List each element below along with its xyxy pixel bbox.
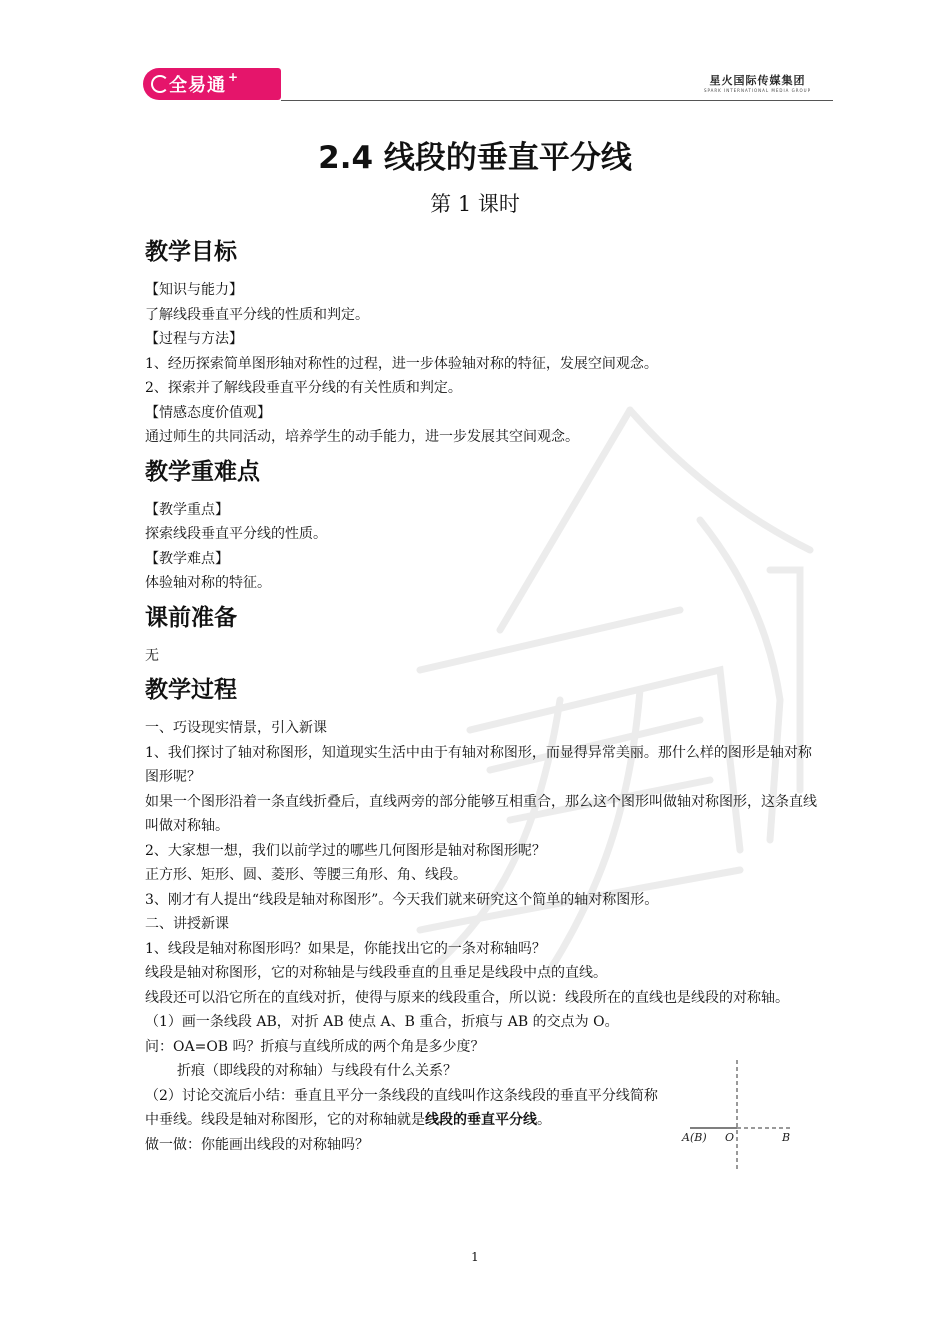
logo-swirl-icon [151, 75, 169, 93]
document-title: 2.4 线段的垂直平分线 [318, 140, 632, 176]
paragraph: 【过程与方法】 [145, 331, 243, 347]
paragraph: 体验轴对称的特征。 [145, 575, 271, 591]
paragraph: 【知识与能力】 [145, 282, 243, 298]
paragraph: 1、我们探讨了轴对称图形，知道现实生活中由于有轴对称图形，而显得异常美丽。那什么样的图形是轴对称图形呢？ [145, 744, 812, 785]
paragraph: 【情感态度价值观】 [145, 404, 271, 421]
paragraph: 通过师生的共同活动，培养学生的动手能力，进一步发展其空间观念。 [145, 429, 579, 445]
bisector-diagram [680, 1058, 810, 1173]
paragraph: 问：OA=OB 吗？折痕与直线所成的两个角是多少度？ [145, 1038, 485, 1055]
paragraph: 了解线段垂直平分线的性质和判定。 [145, 306, 369, 323]
paragraph: 如果一个图形沿着一条直线折叠后，直线两旁的部分能够互相重合，那么这个图形叫做轴对称图形，这条直线叫做对称轴。 [145, 793, 817, 834]
logo [143, 68, 281, 100]
logo-text: 全易通 [169, 75, 226, 96]
paragraph: 2、探索并了解线段垂直平分线的有关性质和判定。 [145, 380, 462, 396]
paragraph: 2、大家想一想，我们以前学过的哪些几何图形是轴对称图形呢？ [145, 842, 546, 859]
section-heading-objectives: 教学目标 [145, 239, 237, 265]
paragraph: 线段还可以沿它所在的直线对折，使得与原来的线段重合，所以说：线段所在的直线也是线段的对称轴。 [145, 989, 789, 1006]
page-header [143, 66, 833, 102]
paragraph: 【教学重点】 [145, 501, 229, 518]
paragraph: 一、巧设现实情景，引入新课 [145, 720, 327, 736]
summary-bold-term: 线段的垂直平分线 [425, 1112, 537, 1128]
page-number: 1 [471, 1250, 479, 1264]
label-o: O [725, 1131, 735, 1144]
document-subtitle: 第 1 课时 [430, 192, 520, 216]
section-heading-key-points: 教学重难点 [145, 458, 260, 485]
brand [704, 72, 811, 93]
label-a-b: A(B) [682, 1131, 707, 1144]
section-heading-preparation: 课前准备 [145, 604, 237, 631]
summary-text: （2）讨论交流后小结：垂直且平分一条线段的直线叫作这条线段的垂直平分线简称中垂线。线段是轴对称图形，它的对称轴就是 [145, 1087, 658, 1128]
section-heading-process: 教学过程 [145, 677, 237, 703]
paragraph: 无 [145, 647, 159, 664]
paragraph: 二、讲授新课 [145, 916, 229, 932]
label-b: B [782, 1131, 791, 1144]
document-body [145, 232, 817, 1157]
brand-name-cn: 星火国际传媒集团 [709, 74, 806, 87]
paragraph: 做一做：你能画出线段的对称轴吗？ [145, 1136, 369, 1153]
brand-name-en: SPARK INTERNATIONAL MEDIA GROUP [703, 88, 811, 93]
paragraph: 正方形、矩形、圆、菱形、等腰三角形、角、线段。 [145, 867, 467, 883]
paragraph: 探索线段垂直平分线的性质。 [145, 526, 327, 542]
bisector-figure [680, 1058, 810, 1173]
paragraph: 1、线段是轴对称图形吗？如果是，你能找出它的一条对称轴吗？ [145, 940, 546, 957]
paragraph: （1）画一条线段 AB，对折 AB 使点 A、B 重合，折痕与 AB 的交点为 O。 [145, 1014, 619, 1030]
paragraph: 3、刚才有人提出“线段是轴对称图形”。今天我们就来研究这个简单的轴对称图形。 [145, 891, 659, 908]
paragraph: 【教学难点】 [145, 550, 229, 567]
header-rule [281, 100, 833, 101]
paragraph: 折痕（即线段的对称轴）与线段有什么关系？ [177, 1063, 457, 1079]
paragraph: 线段是轴对称图形，它的对称轴是与线段垂直的且垂足是线段中点的直线。 [145, 965, 607, 981]
summary-suffix: 。 [537, 1112, 551, 1128]
logo-plus: + [228, 70, 240, 84]
paragraph: 1、经历探索简单图形轴对称性的过程，进一步体验轴对称的特征，发展空间观念。 [145, 355, 658, 372]
summary-paragraph [145, 1084, 670, 1133]
